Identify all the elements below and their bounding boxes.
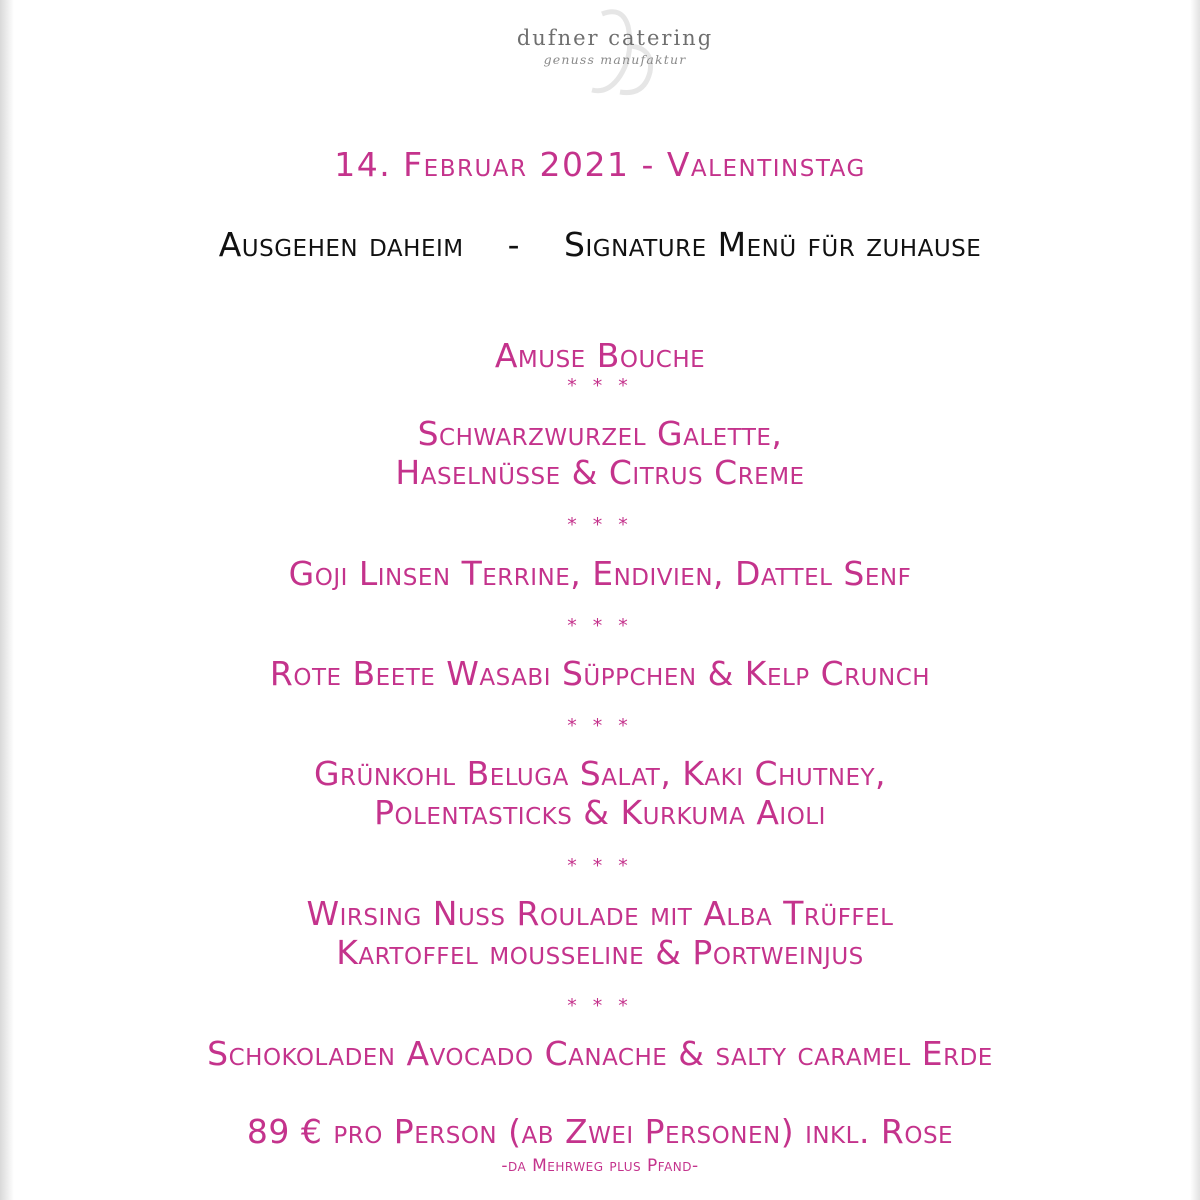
brand-logo (500, 6, 730, 96)
menu-subtitle (0, 225, 1200, 264)
course-7-line-1: Schokoladen Avocado Canache & salty caramel Erde (207, 1034, 993, 1073)
course-separator: * * * (567, 375, 633, 397)
subtitle-right: Signature Menü für zuhause (564, 225, 982, 264)
deposit-note: -da Mehrweg plus Pfand- (501, 1156, 699, 1176)
subtitle-left: Ausgehen daheim (218, 225, 464, 264)
brand-name: dufner catering (516, 26, 714, 50)
brand-tagline: genuss manufaktur (543, 52, 687, 67)
course-amuse-bouche: Amuse Bouche (494, 336, 706, 375)
course-separator: * * * (567, 995, 633, 1017)
course-separator: * * * (567, 514, 633, 536)
course-4-line-1: Rote Beete Wasabi Süppchen & Kelp Crunch (269, 654, 931, 693)
course-2-line-1: Schwarzwurzel Galette, (417, 414, 783, 453)
course-5-line-1: Grünkohl Beluga Salat, Kaki Chutney, (313, 754, 887, 793)
course-separator: * * * (567, 715, 633, 737)
event-date-title: 14. Februar 2021 - Valentinstag (334, 145, 866, 184)
course-6-line-1: Wirsing Nuss Roulade mit Alba Trüffel (306, 894, 894, 933)
course-5-line-2: Polentasticks & Kurkuma Aioli (374, 793, 826, 832)
course-separator: * * * (567, 855, 633, 877)
course-2-line-2: Haselnüsse & Citrus Creme (395, 453, 805, 492)
subtitle-separator: - (507, 225, 521, 264)
price-line: 89 € pro Person (ab Zwei Personen) inkl. Rose (246, 1112, 954, 1151)
course-separator: * * * (567, 615, 633, 637)
course-3-line-1: Goji Linsen Terrine, Endivien, Dattel Senf (288, 554, 912, 593)
course-6-line-2: Kartoffel mousseline & Portweinjus (336, 933, 864, 972)
